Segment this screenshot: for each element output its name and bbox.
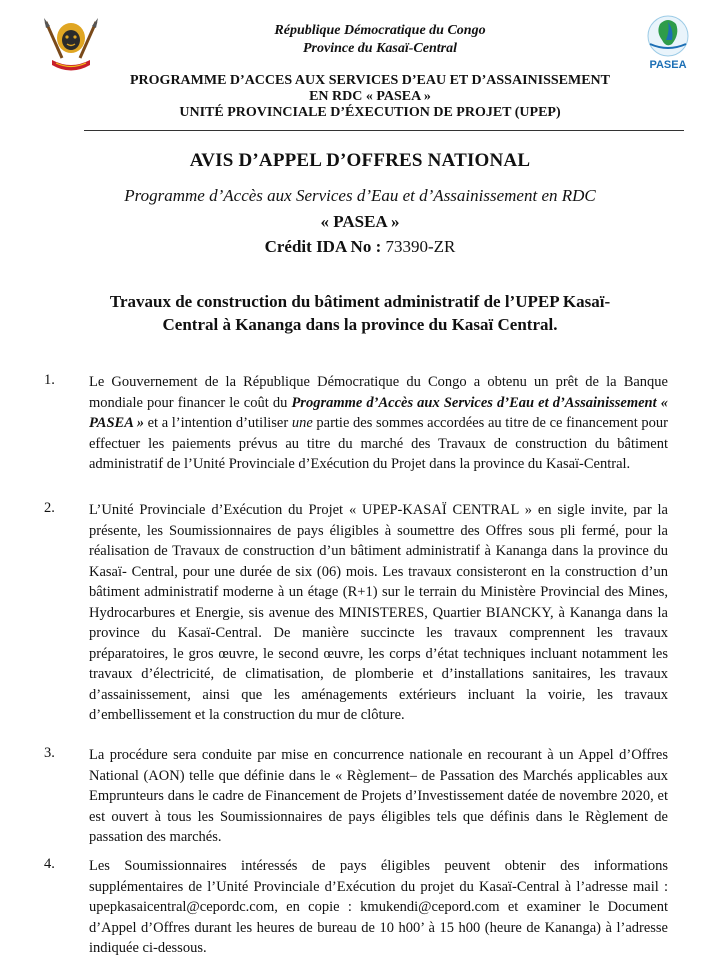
- text-run: partie des sommes accordées au titre de ce financement pour effectuer les paiements prévus au titre du marché des Travaux de construction du bâtiment administratif de l’Unité Provinciale d’Exécution du Projet dans la province du Kasaï-Central.: [89, 415, 668, 472]
- text-run-italic: une: [291, 415, 313, 431]
- credit-number: 73390-ZR: [385, 237, 456, 256]
- coat-of-arms-icon: [36, 10, 106, 80]
- paragraph-text: [89, 372, 668, 475]
- subject-line-2: Central à Kananga dans la province du Kasaï Central.: [162, 315, 558, 334]
- province-name: Province du Kasaï-Central: [302, 41, 457, 56]
- subject-line-1: Travaux de construction du bâtiment administratif de l’UPEP Kasaï-: [109, 292, 611, 311]
- paragraph-number: 3.: [44, 745, 55, 761]
- paragraph-text: Les Soumissionnaires intéressés de pays éligibles peuvent obtenir des informations supplémentaires de l’Unité Provinciale d’Exécution du projet du Kasaï-Central à l’adresse mail : upepkasaicentral@cepordc.com, en copie : kmukendi@cepord.com et examiner le Document d’Appel d’Offres durant les heures de bureau de 10 h00’ à 15 h00 (heure de Kananga) à l’adresse indiquée ci-dessous.: [89, 858, 668, 956]
- program-line-2: EN RDC « PASEA »: [309, 89, 431, 104]
- paragraph-number: 1.: [44, 372, 55, 388]
- credit-label: Crédit IDA No :: [264, 237, 382, 256]
- program-line-1: PROGRAMME D’ACCES AUX SERVICES D’EAU ET D’ASSAINISSEMENT: [130, 73, 610, 88]
- notice-subject: [60, 290, 660, 336]
- unit-name: UNITÉ PROVINCIALE D’ÉXECUTION DE PROJET (UPEP): [179, 105, 561, 120]
- header-divider: [84, 130, 684, 131]
- notice-credit: [60, 237, 660, 257]
- country-name: République Démocratique du Congo: [274, 23, 486, 38]
- text-run: et a l’intention d’utiliser: [143, 415, 292, 431]
- pasea-logo-icon: [636, 10, 700, 74]
- svg-text:PASEA: PASEA: [649, 59, 687, 71]
- program-name-emphasis: Programme d’Accès aux Services d’Eau et d’Assainissement « PASEA »: [89, 394, 668, 431]
- text-run: Le Gouvernement de la République Démocratique du Congo a obtenu un prêt de la Banque mondiale pour financer le coût du: [89, 374, 668, 411]
- program-header: [90, 73, 650, 121]
- notice-program: Programme d’Accès aux Services d’Eau et d’Assainissement en RDC: [124, 186, 596, 205]
- paragraph-number: 2.: [44, 500, 55, 516]
- notice-title: AVIS D’APPEL D’OFFRES NATIONAL: [189, 150, 531, 171]
- paragraph-number: 4.: [44, 856, 55, 872]
- notice-pasea: « PASEA »: [320, 212, 400, 231]
- paragraph-text: L’Unité Provinciale d’Exécution du Projet « UPEP-KASAÏ CENTRAL » en sigle invite, par la présente, les Soumissionnaires de pays éligibles à soumettre des Offres sous pli fermé, pour la réalisation de Travaux de construction d’un bâtiment administratif à Kananga dans la province du Kasaï- Central, pour une durée de six (06) mois. Les travaux consisteront en la construction d’un bâtiment administratif moderne à un étage (R+1) sur le terrain du Ministère Provincial des Mines, Hydrocarbures et Energie, sis avenue des MINISTERES, Quartier BIANCKY, à Kananga dans la province du Kasaï-Central. De manière succincte les travaux comprennent les travaux préparatoires, le gros œuvre, le second œuvre, les corps d’état techniques incluant notamment les travaux d’électricité, de climatisation, de plomberie et d’installations sanitaires, les travaux d’assainissement, ainsi que les aménagements extérieurs incluant la voirie, les travaux d’embellissement et la construction du mur de clôture.: [89, 502, 668, 723]
- header-country-block: [190, 22, 570, 58]
- paragraph-text: La procédure sera conduite par mise en concurrence nationale en recourant à un Appel d’Offres National (AON) telle que définie dans le « Règlement– de Passation des Marchés applicables aux Emprunteurs dans le cadre de Financement de Projets d’Investissement datée de novembre 2020, et est ouvert à tous les Soumissionnaires de pays éligibles tels que définis dans le Règlement de passation des marchés.: [89, 747, 668, 845]
